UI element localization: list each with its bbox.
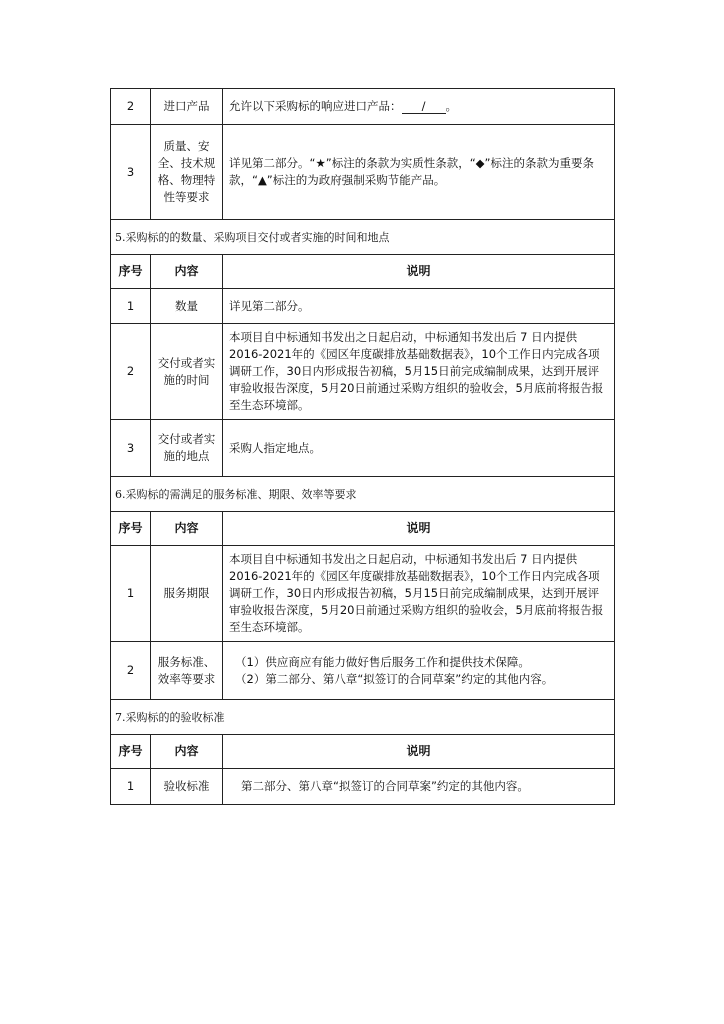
section-title-row [111, 220, 615, 255]
table-row [111, 642, 615, 700]
description-line: （1）供应商应有能力做好售后服务工作和提供技术保障。 [235, 654, 530, 669]
table-row [111, 324, 615, 420]
row-description [223, 642, 615, 700]
row-number: 2 [111, 324, 151, 420]
document-page [110, 88, 614, 805]
table-row [111, 289, 615, 324]
row-number: 2 [111, 642, 151, 700]
section-title: 7.采购标的的验收标准 [111, 700, 615, 735]
row-item: 质量、安全、技术规格、物理特性等要求 [151, 125, 223, 220]
table-row [111, 769, 615, 805]
row-item: 进口产品 [151, 89, 223, 125]
table-header-row [111, 255, 615, 289]
table-row [111, 546, 615, 642]
row-description: 详见第二部分。“★”标注的条款为实质性条款，“◆”标注的条款为重要条款，“▲”标注的为政府强制采购节能产品。 [223, 125, 615, 220]
section-title: 5.采购标的的数量、采购项目交付或者实施的时间和地点 [111, 220, 615, 255]
header-item: 内容 [151, 512, 223, 546]
description-prefix: 允许以下采购标的响应进口产品： [229, 99, 402, 113]
row-number: 1 [111, 289, 151, 324]
table-header-row [111, 735, 615, 769]
header-no: 序号 [111, 255, 151, 289]
header-item: 内容 [151, 255, 223, 289]
header-no: 序号 [111, 512, 151, 546]
table-header-row [111, 512, 615, 546]
table-row [111, 125, 615, 220]
row-description: 本项目自中标通知书发出之日起启动，中标通知书发出后 7 日内提供2016-2021年的《园区年度碳排放基础数据表》，10个工作日内完成各项调研工作，30日内形成报告初稿，5月15日前完成编制成果，达到开展评审验收报告深度，5月20日前通过采购方组织的验收会，5月底前将报告报至生态环境部。 [223, 546, 615, 642]
row-item: 服务标准、效率等要求 [151, 642, 223, 700]
header-no: 序号 [111, 735, 151, 769]
row-description [223, 89, 615, 125]
header-desc: 说明 [223, 512, 615, 546]
header-desc: 说明 [223, 255, 615, 289]
row-number: 3 [111, 420, 151, 477]
header-desc: 说明 [223, 735, 615, 769]
row-item: 数量 [151, 289, 223, 324]
header-item: 内容 [151, 735, 223, 769]
section-title-row [111, 477, 615, 512]
row-number: 2 [111, 89, 151, 125]
table-row [111, 89, 615, 125]
row-description: 采购人指定地点。 [223, 420, 615, 477]
row-description: 本项目自中标通知书发出之日起启动，中标通知书发出后 7 日内提供2016-2021年的《园区年度碳排放基础数据表》，10个工作日内完成各项调研工作，30日内形成报告初稿，5月15日前完成编制成果，达到开展评审验收报告深度，5月20日前通过采购方组织的验收会，5月底前将报告报至生态环境部。 [223, 324, 615, 420]
row-item: 服务期限 [151, 546, 223, 642]
row-number: 3 [111, 125, 151, 220]
table-row [111, 420, 615, 477]
blank-field: / [402, 100, 446, 114]
row-item: 交付或者实施的地点 [151, 420, 223, 477]
row-description: 详见第二部分。 [223, 289, 615, 324]
row-item: 验收标准 [151, 769, 223, 805]
section-title: 6.采购标的需满足的服务标准、期限、效率等要求 [111, 477, 615, 512]
description-suffix: 。 [445, 99, 457, 113]
section-title-row [111, 700, 615, 735]
description-line: （2）第二部分、第八章“拟签订的合同草案”约定的其他内容。 [235, 671, 554, 686]
row-number: 1 [111, 769, 151, 805]
requirements-table [110, 88, 615, 805]
row-item: 交付或者实施的时间 [151, 324, 223, 420]
row-description: 第二部分、第八章“拟签订的合同草案”约定的其他内容。 [223, 769, 615, 805]
row-number: 1 [111, 546, 151, 642]
